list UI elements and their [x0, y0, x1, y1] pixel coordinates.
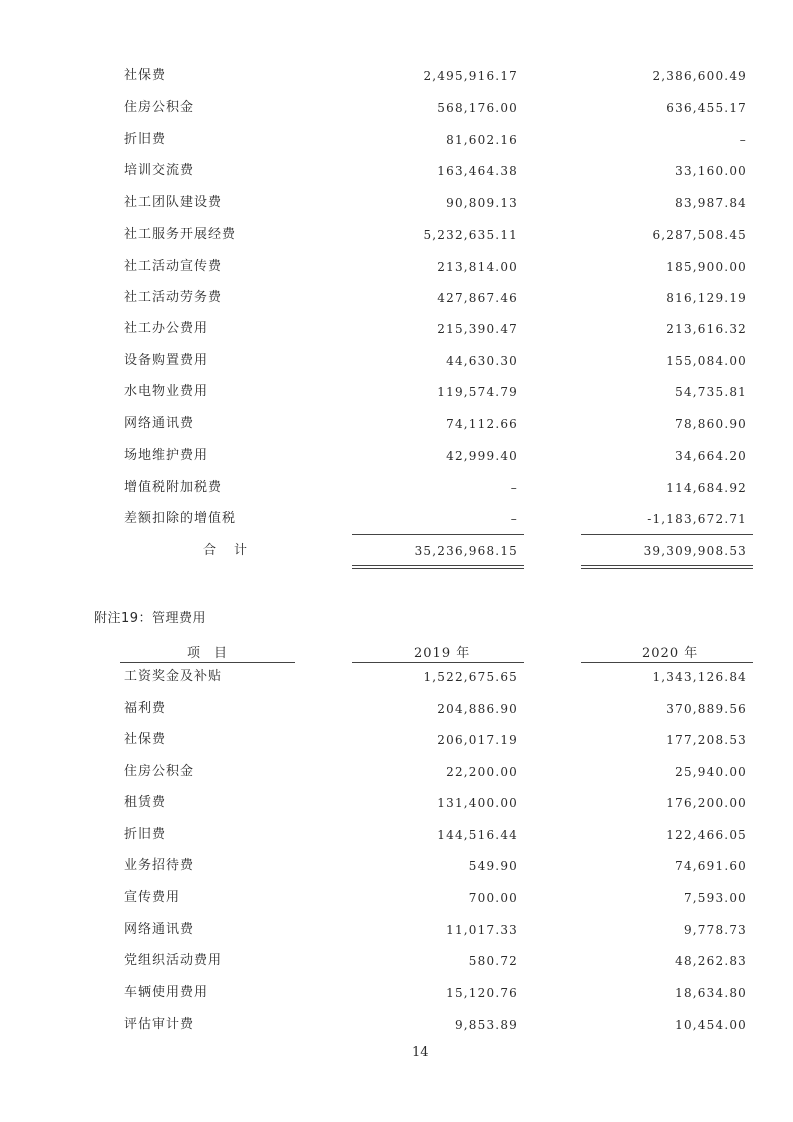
total-value-2019: 35,236,968.15 — [414, 544, 518, 558]
value-2019: 81,602.16 — [446, 133, 518, 147]
value-2020: 34,664.20 — [675, 449, 747, 463]
value-2020: 83,987.84 — [675, 196, 747, 210]
row-label: 住房公积金 — [124, 100, 195, 115]
table-row — [0, 1014, 793, 1036]
table-row — [0, 192, 793, 214]
value-2019: 700.00 — [468, 891, 518, 905]
value-2019: 42,999.40 — [446, 449, 518, 463]
value-2020: 114,684.92 — [666, 481, 747, 495]
row-label: 设备购置费用 — [124, 353, 209, 368]
table-row — [0, 698, 793, 720]
value-2020: 9,778.73 — [683, 923, 747, 937]
section-title: 附注19：管理费用 — [94, 611, 207, 626]
value-2020: 6,287,508.45 — [652, 228, 747, 242]
value-2020: 7,593.00 — [683, 891, 747, 905]
total-label: 合计 — [203, 543, 266, 558]
table-row — [0, 65, 793, 87]
row-label: 社保费 — [124, 732, 167, 747]
value-2020: 48,262.83 — [675, 954, 747, 968]
row-label: 社工服务开展经费 — [124, 227, 237, 242]
table-row — [0, 919, 793, 941]
value-2019: 213,814.00 — [437, 260, 518, 274]
total-double-line-2019 — [352, 565, 524, 569]
value-2019: 144,516.44 — [437, 828, 518, 842]
table-row — [0, 160, 793, 182]
row-label: 场地维护费用 — [124, 448, 209, 463]
value-2019: 22,200.00 — [446, 765, 518, 779]
table-row — [0, 97, 793, 119]
table-row — [0, 950, 793, 972]
value-2019: 131,400.00 — [437, 796, 518, 810]
header-2019: 2019 年 — [414, 646, 471, 661]
value-2020: 25,940.00 — [675, 765, 747, 779]
table-row — [0, 318, 793, 340]
table-row — [0, 792, 793, 814]
table-row — [0, 982, 793, 1004]
table-row — [0, 761, 793, 783]
value-2019: 90,809.13 — [446, 196, 518, 210]
total-row — [0, 540, 793, 562]
table-row — [0, 445, 793, 467]
table-row — [0, 855, 793, 877]
page-number: 14 — [412, 1045, 429, 1060]
value-2019: 74,112.66 — [446, 417, 518, 431]
row-label: 社保费 — [124, 68, 167, 83]
value-2019: 568,176.00 — [437, 101, 518, 115]
row-label: 宣传费用 — [124, 890, 181, 905]
table-row — [0, 508, 793, 530]
row-label: 培训交流费 — [124, 163, 195, 178]
value-2019: 9,853.89 — [454, 1018, 518, 1032]
table-row — [0, 129, 793, 151]
row-label: 社工办公费用 — [124, 321, 209, 336]
table-row — [0, 350, 793, 372]
row-label: 社工团队建设费 — [124, 195, 223, 210]
value-2019: 206,017.19 — [437, 733, 518, 747]
value-2019: 11,017.33 — [446, 923, 518, 937]
value-2020: 122,466.05 — [666, 828, 747, 842]
value-2020: 10,454.00 — [675, 1018, 747, 1032]
value-2019: 1,522,675.65 — [423, 670, 518, 684]
table-row — [0, 824, 793, 846]
row-label: 福利费 — [124, 701, 167, 716]
value-2019: 549.90 — [468, 859, 518, 873]
value-2019: 2,495,916.17 — [423, 69, 518, 83]
value-2020: 1,343,126.84 — [652, 670, 747, 684]
row-label: 社工活动劳务费 — [124, 290, 223, 305]
row-label: 评估审计费 — [124, 1017, 195, 1032]
row-label: 业务招待费 — [124, 858, 195, 873]
total-value-2020: 39,309,908.53 — [643, 544, 747, 558]
table-row — [0, 381, 793, 403]
value-2020: 74,691.60 — [675, 859, 747, 873]
value-2020: 185,900.00 — [666, 260, 747, 274]
value-2019: 15,120.76 — [446, 986, 518, 1000]
row-label: 社工活动宣传费 — [124, 259, 223, 274]
value-2020: 54,735.81 — [675, 385, 747, 399]
value-2019: – — [510, 512, 518, 526]
value-2020: 636,455.17 — [666, 101, 747, 115]
row-label: 网络通讯费 — [124, 416, 195, 431]
value-2020: 816,129.19 — [666, 291, 747, 305]
value-2020: 18,634.80 — [675, 986, 747, 1000]
row-label: 折旧费 — [124, 132, 167, 147]
value-2020: -1,183,672.71 — [647, 512, 747, 526]
value-2020: 33,160.00 — [675, 164, 747, 178]
row-label: 党组织活动费用 — [124, 953, 223, 968]
row-label: 住房公积金 — [124, 764, 195, 779]
value-2019: 427,867.46 — [437, 291, 518, 305]
table-row — [0, 224, 793, 246]
value-2020: 213,616.32 — [666, 322, 747, 336]
header-2020: 2020 年 — [642, 646, 699, 661]
row-label: 工资奖金及补贴 — [124, 669, 223, 684]
table-row — [0, 729, 793, 751]
value-2020: 78,860.90 — [675, 417, 747, 431]
value-2020: 177,208.53 — [666, 733, 747, 747]
row-label: 折旧费 — [124, 827, 167, 842]
row-label: 网络通讯费 — [124, 922, 195, 937]
table-row — [0, 256, 793, 278]
value-2019: 580.72 — [468, 954, 518, 968]
table-row — [0, 287, 793, 309]
value-2020: – — [739, 133, 747, 147]
header-underline-2020 — [581, 662, 753, 663]
value-2019: 5,232,635.11 — [423, 228, 518, 242]
total-double-line-2020 — [581, 565, 753, 569]
table-row — [0, 666, 793, 688]
table-row — [0, 887, 793, 909]
value-2019: – — [510, 481, 518, 495]
row-label: 增值税附加税费 — [124, 480, 223, 495]
row-label: 车辆使用费用 — [124, 985, 209, 1000]
value-2020: 2,386,600.49 — [652, 69, 747, 83]
header-underline-item — [120, 662, 295, 663]
value-2019: 119,574.79 — [437, 385, 518, 399]
subtotal-line-2019 — [352, 534, 524, 535]
subtotal-line-2020 — [581, 534, 753, 535]
value-2020: 155,084.00 — [666, 354, 747, 368]
row-label: 水电物业费用 — [124, 384, 209, 399]
table-row — [0, 477, 793, 499]
value-2020: 176,200.00 — [666, 796, 747, 810]
row-label: 租赁费 — [124, 795, 167, 810]
value-2019: 215,390.47 — [437, 322, 518, 336]
row-label: 差额扣除的增值税 — [124, 511, 237, 526]
value-2019: 44,630.30 — [446, 354, 518, 368]
header-item: 项目 — [187, 646, 242, 661]
value-2020: 370,889.56 — [666, 702, 747, 716]
value-2019: 204,886.90 — [437, 702, 518, 716]
header-underline-2019 — [352, 662, 524, 663]
value-2019: 163,464.38 — [437, 164, 518, 178]
table-row — [0, 413, 793, 435]
